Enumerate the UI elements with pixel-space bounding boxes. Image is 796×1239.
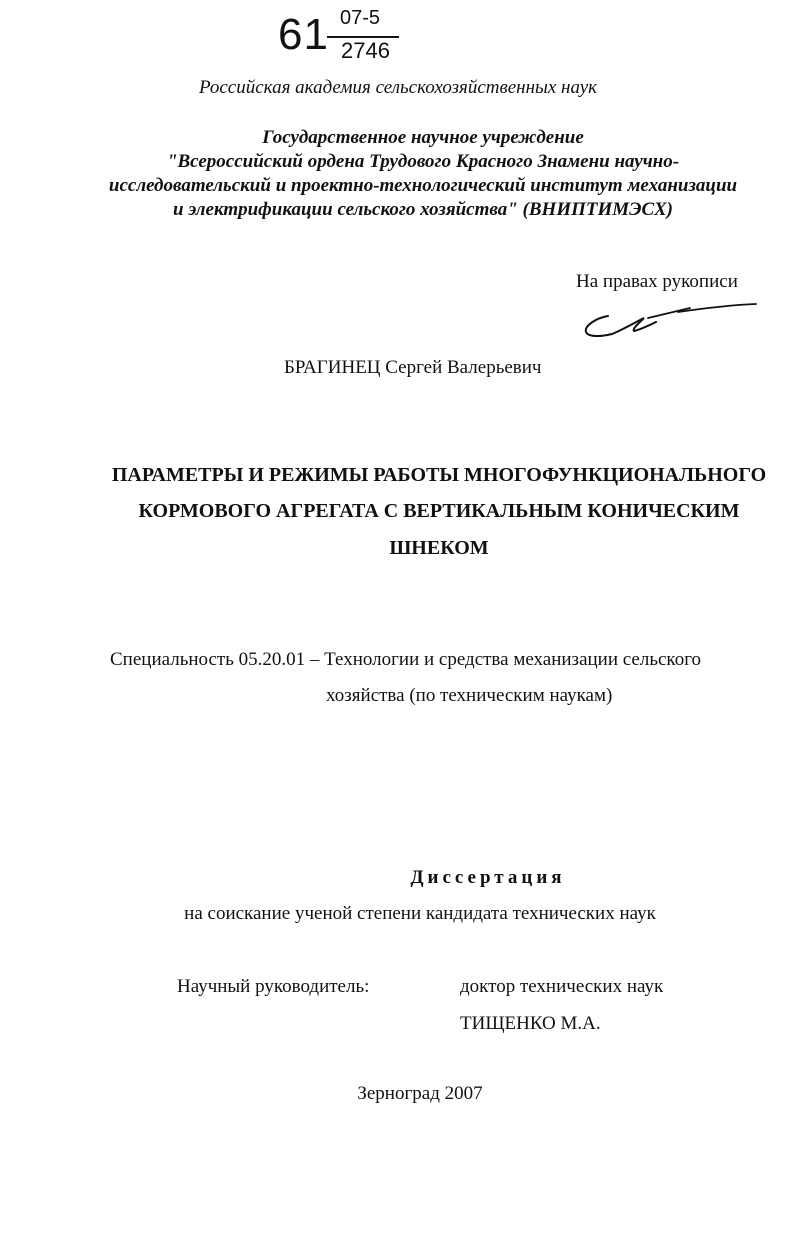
supervisor-degree: доктор технических наук — [460, 976, 664, 997]
document-type: Диссертация — [410, 867, 566, 888]
supervisor-name: ТИЩЕНКО М.А. — [460, 1013, 601, 1034]
supervisor-label: Научный руководитель: — [177, 976, 370, 997]
institution-line-3: исследовательский и проектно-технологический институт механизации — [108, 175, 738, 196]
signature-image — [578, 296, 758, 344]
institution-line-2: "Всероссийский ордена Трудового Красного Знамени научно- — [166, 151, 680, 172]
specialty-line-2: хозяйства (по техническим наукам) — [326, 685, 613, 706]
city-year: Зерноград 2007 — [357, 1083, 483, 1104]
academy-name: Российская академия сельскохозяйственных наук — [198, 77, 598, 98]
thesis-title-line-3: ШНЕКОМ — [389, 537, 489, 559]
thesis-title-line-2: КОРМОВОГО АГРЕГАТА С ВЕРТИКАЛЬНЫМ КОНИЧЕСКИМ — [138, 500, 740, 522]
degree-statement: на соискание ученой степени кандидата технических наук — [184, 903, 656, 924]
stamp-code-main: 61 — [278, 10, 329, 59]
author-name: БРАГИНЕЦ Сергей Валерьевич — [284, 357, 542, 378]
institution-line-4: и электрификации сельского хозяйства" (ВНИПТИМЭСХ) — [173, 199, 673, 220]
specialty-line-1: Специальность 05.20.01 – Технологии и средства механизации сельского — [110, 649, 702, 670]
manuscript-note: На правах рукописи — [576, 271, 738, 292]
stamp-code-bottom: 2746 — [341, 38, 390, 63]
thesis-title-line-1: ПАРАМЕТРЫ И РЕЖИМЫ РАБОТЫ МНОГОФУНКЦИОНАЛЬНОГО — [111, 464, 767, 486]
institution-line-1: Государственное научное учреждение — [262, 127, 584, 148]
stamp-code-top: 07-5 — [340, 7, 381, 29]
